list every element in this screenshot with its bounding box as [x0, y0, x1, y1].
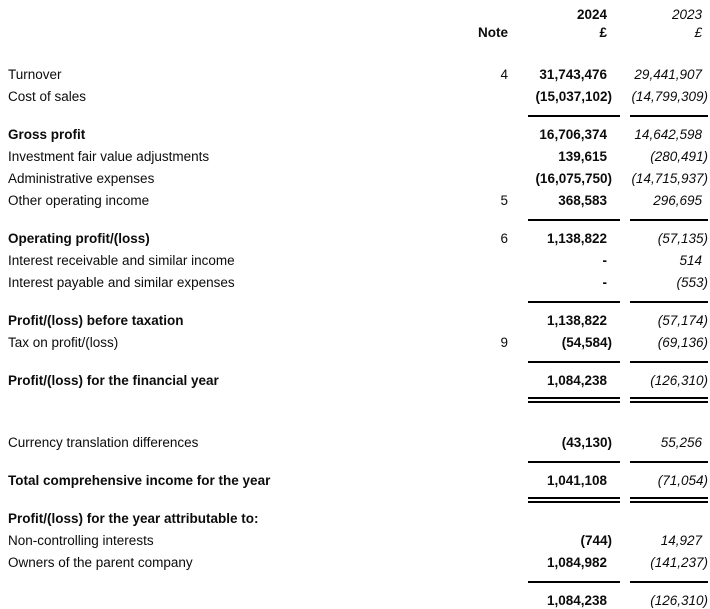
rule-2024-column	[528, 115, 620, 117]
row-value-2023: 55,256	[660, 435, 702, 450]
row-note	[460, 146, 510, 168]
row-value-2024: -	[602, 253, 607, 268]
row-value-2024: 1,084,238	[546, 373, 607, 388]
rule-2023-column	[630, 461, 708, 463]
rule-2023-column	[630, 301, 708, 303]
row-label: Profit/(loss) for the financial year	[8, 373, 219, 388]
rule-2023-column	[630, 361, 708, 363]
subtotal-rule-row	[0, 294, 710, 310]
table-row	[0, 250, 710, 272]
note-header-blank-line	[460, 6, 508, 24]
subtotal-rule-row	[0, 354, 710, 370]
note-header-label: Note	[478, 25, 508, 40]
row-label: Non-controlling interests	[8, 533, 154, 548]
row-label: Tax on profit/(loss)	[8, 335, 119, 350]
subtotal-rule-row	[0, 454, 710, 470]
row-label: Operating profit/(loss)	[8, 231, 150, 246]
row-note	[460, 168, 510, 190]
row-value-2023: (57,174)	[657, 313, 708, 328]
row-note: 6	[500, 231, 508, 246]
year-2023-label: 2023	[671, 7, 702, 22]
double-rule-2023-column	[630, 397, 708, 403]
row-value-2024: (16,075,750)	[535, 171, 612, 186]
row-value-2024: (54,584)	[561, 335, 612, 350]
row-value-2024: 1,041,108	[546, 473, 607, 488]
row-value-2024: 31,743,476	[539, 67, 607, 82]
table-row	[0, 370, 710, 392]
row-label: Total comprehensive income for the year	[8, 473, 271, 488]
year-2024-label: 2024	[576, 7, 607, 22]
rule-2024-column	[528, 461, 620, 463]
row-label: Investment fair value adjustments	[8, 149, 210, 164]
row-value-2023: (280,491)	[650, 149, 708, 164]
subtotal-rule-row	[0, 574, 710, 590]
table-row	[0, 552, 710, 574]
subtotal-rule-row	[0, 212, 710, 228]
row-note: 5	[500, 193, 508, 208]
row-value-2023: (126,310)	[650, 593, 708, 608]
row-value-2023: (126,310)	[650, 373, 708, 388]
rule-2024-column	[528, 301, 620, 303]
row-value-2024: 1,084,982	[546, 555, 607, 570]
table-row	[0, 190, 710, 212]
total-double-rule-row	[0, 492, 710, 508]
row-value-2023: (141,237)	[650, 555, 708, 570]
table-row	[0, 272, 710, 294]
row-label: Interest receivable and similar income	[8, 253, 235, 268]
column-header-2024	[510, 6, 620, 42]
row-note	[460, 552, 510, 574]
row-value-2023	[620, 508, 710, 530]
row-note: 4	[500, 67, 508, 82]
row-label: Other operating income	[8, 193, 150, 208]
row-label: Gross profit	[8, 127, 86, 142]
currency-2023-label: £	[694, 25, 702, 40]
table-row	[0, 432, 710, 454]
table-row	[0, 470, 710, 492]
table-row	[0, 146, 710, 168]
row-value-2024	[510, 508, 620, 530]
double-rule-2023-column	[630, 497, 708, 503]
table-row	[0, 124, 710, 146]
row-label: Administrative expenses	[8, 171, 155, 186]
table-row	[0, 64, 710, 86]
row-value-2024: 1,084,238	[546, 593, 607, 608]
row-value-2023: (14,799,309)	[631, 89, 708, 104]
double-rule-2024-column	[528, 497, 620, 503]
total-double-rule-row	[0, 392, 710, 408]
row-note	[460, 310, 510, 332]
rule-2024-column	[528, 219, 620, 221]
row-value-2023: 29,441,907	[634, 67, 702, 82]
row-note	[460, 432, 510, 454]
table-row	[0, 310, 710, 332]
subtotal-rule-row	[0, 108, 710, 124]
row-label: Profit/(loss) before taxation	[8, 313, 184, 328]
row-note	[460, 86, 510, 108]
row-label	[0, 590, 460, 609]
rule-2024-column	[528, 361, 620, 363]
row-label: Cost of sales	[8, 89, 87, 104]
row-value-2023: 14,927	[660, 533, 702, 548]
row-note	[460, 590, 510, 609]
table-row	[0, 508, 710, 530]
row-value-2024: 16,706,374	[539, 127, 607, 142]
row-value-2024: (43,130)	[561, 435, 612, 450]
table-row	[0, 590, 710, 609]
spacer-row	[0, 408, 710, 432]
row-value-2024: -	[602, 275, 607, 290]
note-column-header	[460, 6, 510, 42]
row-value-2023: 514	[679, 253, 702, 268]
row-value-2024: 139,615	[558, 149, 607, 164]
table-header	[0, 6, 710, 42]
row-value-2023: (57,135)	[657, 231, 708, 246]
row-value-2023: (69,136)	[657, 335, 708, 350]
row-label: Turnover	[8, 67, 62, 82]
column-header-2023	[620, 6, 710, 42]
statement-rows	[0, 64, 710, 609]
row-note	[460, 370, 510, 392]
row-note	[460, 530, 510, 552]
header-label-spacer	[0, 6, 460, 42]
table-row	[0, 86, 710, 108]
table-row	[0, 530, 710, 552]
row-value-2024: 368,583	[558, 193, 607, 208]
row-label: Profit/(loss) for the year attributable to:	[8, 511, 259, 526]
row-note	[460, 272, 510, 294]
row-value-2023: (14,715,937)	[631, 171, 708, 186]
row-value-2023: (71,054)	[657, 473, 708, 488]
row-value-2023: 296,695	[653, 193, 702, 208]
row-note	[460, 124, 510, 146]
table-row	[0, 228, 710, 250]
table-row	[0, 168, 710, 190]
row-note	[460, 470, 510, 492]
row-note: 9	[500, 335, 508, 350]
row-value-2023: (553)	[676, 275, 708, 290]
row-value-2024: (15,037,102)	[535, 89, 612, 104]
double-rule-2024-column	[528, 397, 620, 403]
row-note	[460, 508, 510, 530]
rule-2024-column	[528, 581, 620, 583]
row-label: Currency translation differences	[8, 435, 199, 450]
row-note	[460, 250, 510, 272]
row-value-2024: (744)	[580, 533, 612, 548]
row-value-2024: 1,138,822	[546, 313, 607, 328]
rule-2023-column	[630, 219, 708, 221]
table-row	[0, 332, 710, 354]
row-value-2024: 1,138,822	[546, 231, 607, 246]
rule-2023-column	[630, 115, 708, 117]
rule-2023-column	[630, 581, 708, 583]
row-value-2023: 14,642,598	[634, 127, 702, 142]
currency-2024-label: £	[599, 25, 607, 40]
row-label: Interest payable and similar expenses	[8, 275, 235, 290]
row-label: Owners of the parent company	[8, 555, 193, 570]
